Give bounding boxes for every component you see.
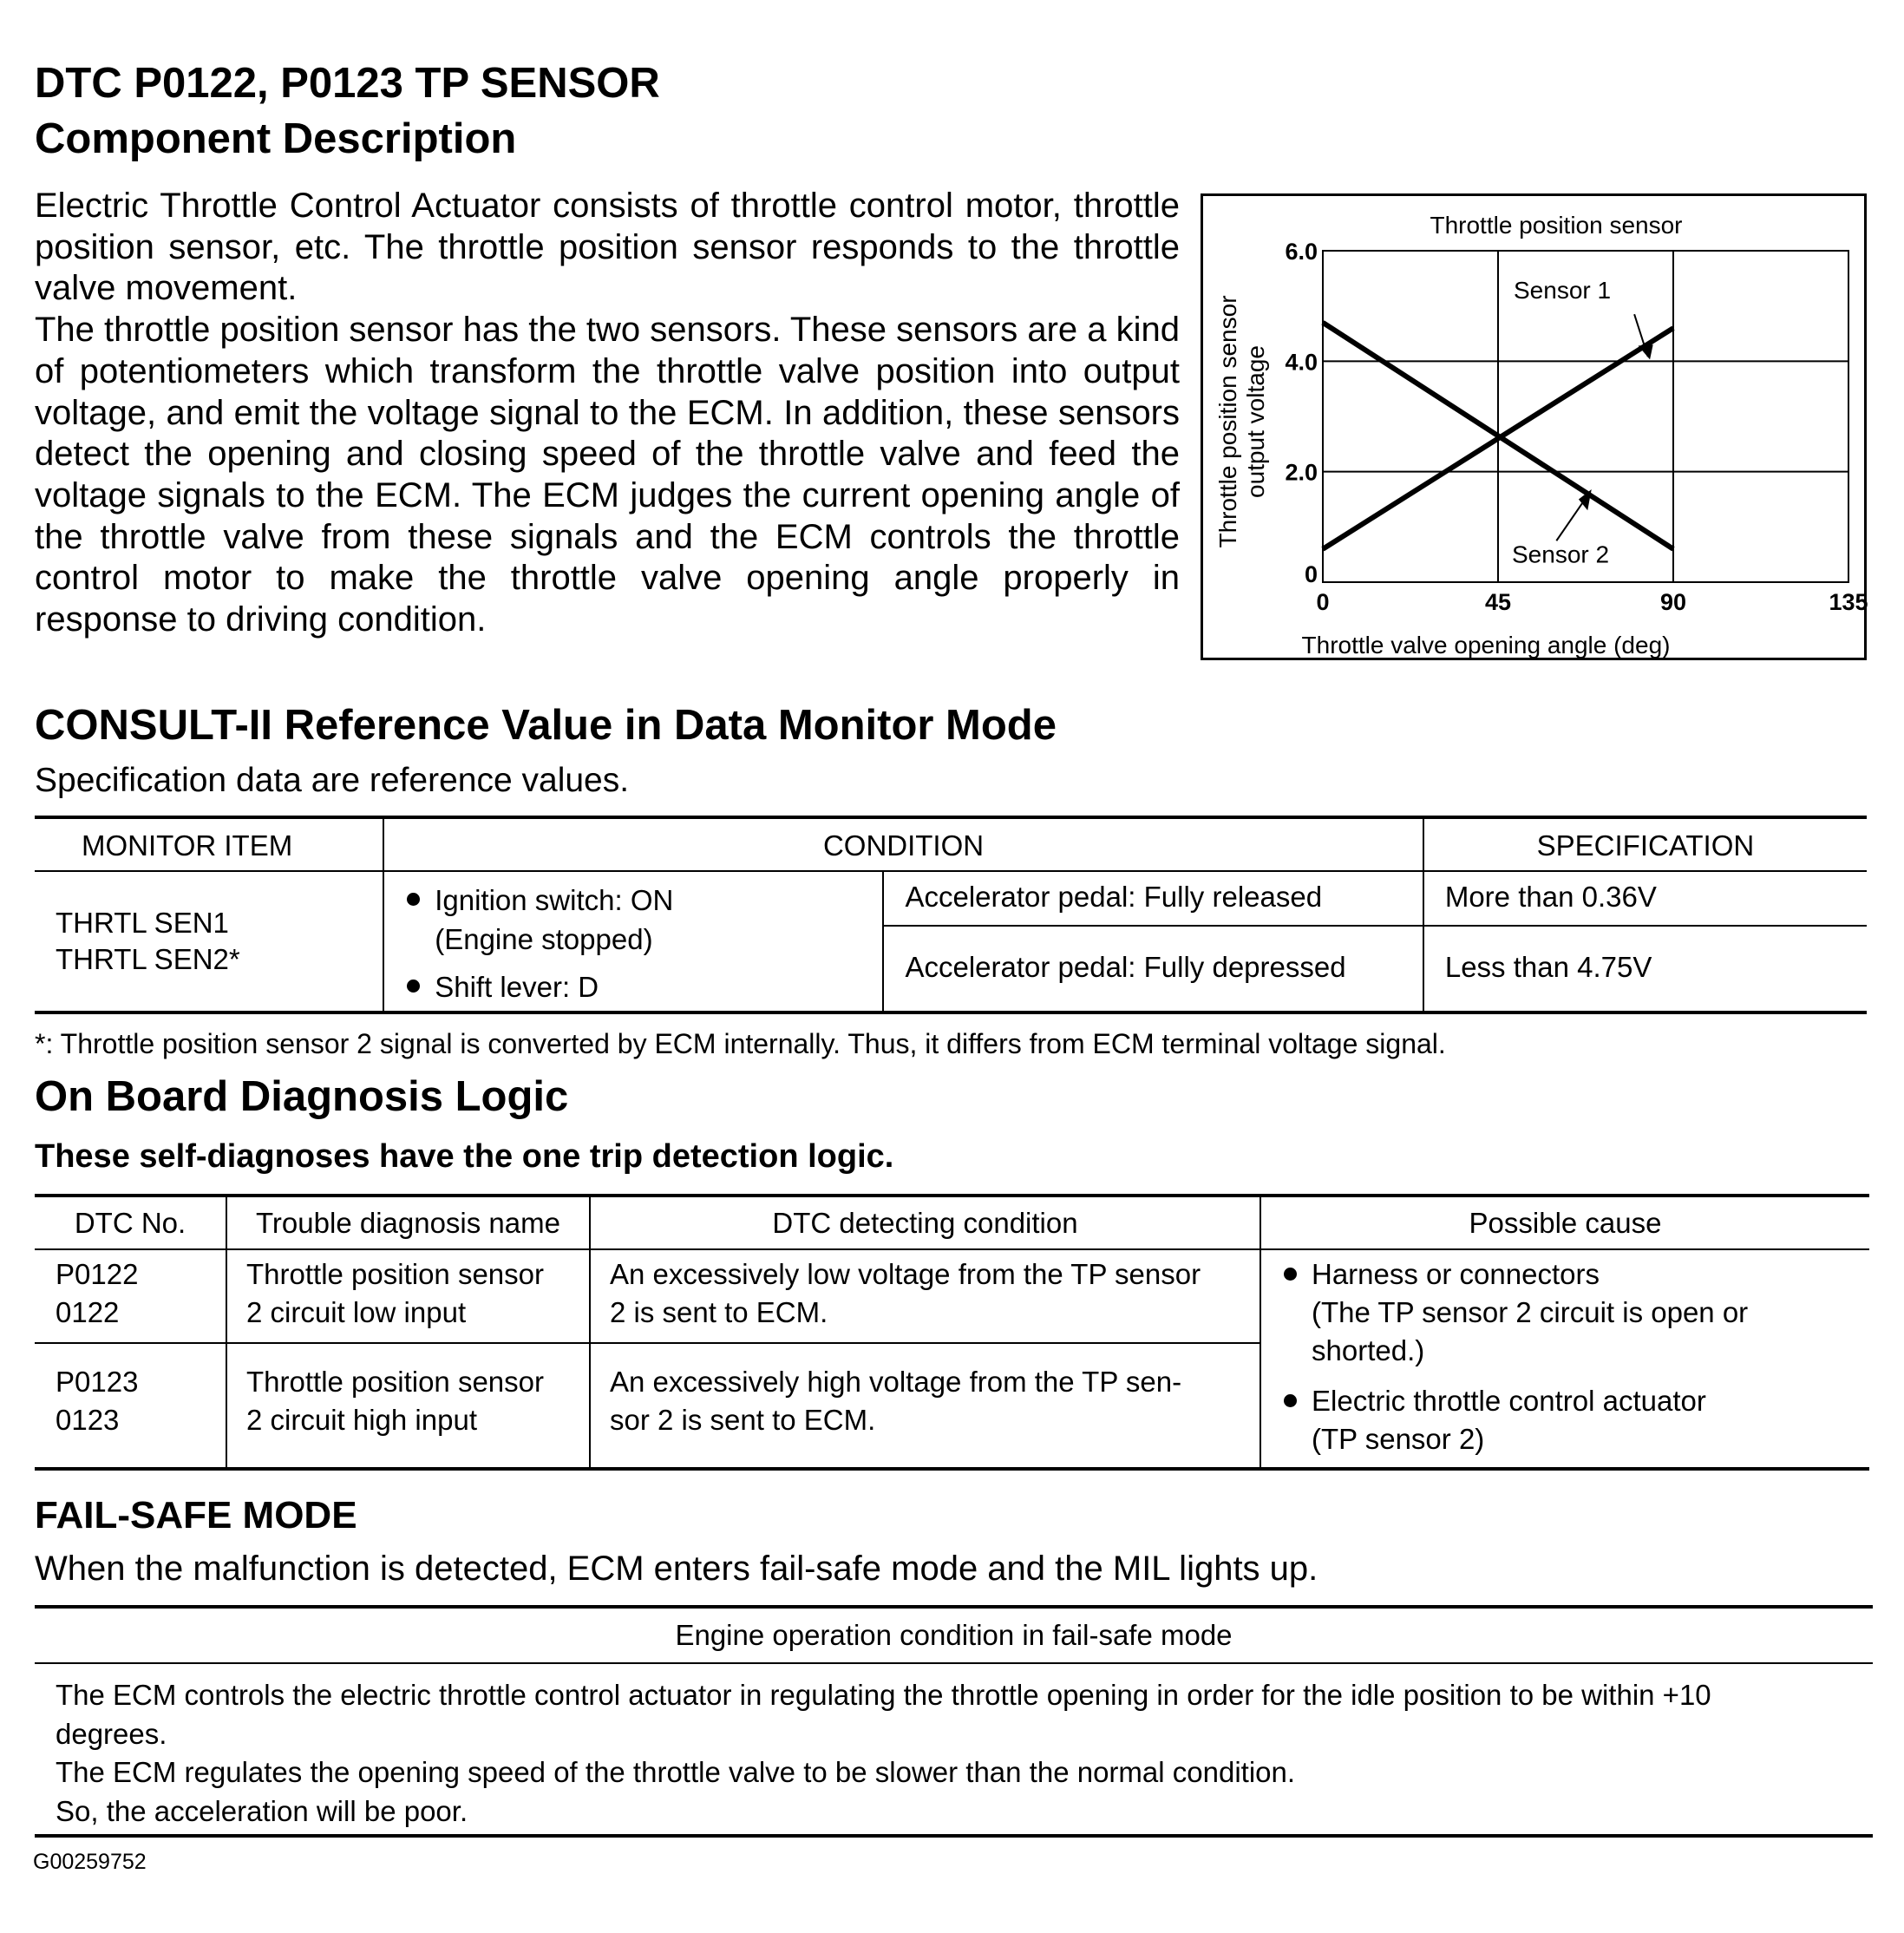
paragraph: The throttle position sensor has the two sensors. These sensors are a kind of potentiometers which transform the throttle valve position into output voltage, and emit the voltage signal to the ECM. In addition, these sensors detect the opening and closing speed of the throttle valve and feed the voltage signals to the ECM. The ECM judges the current opening angle of the throttle valve from these signals and the ECM controls the throttle control motor to make the throttle valve opening angle properly in response to driving condition. <box>35 311 1180 639</box>
condition-cell: Accelerator pedal: Fully released <box>883 871 1423 926</box>
condition-bullet: Ignition switch: ON <box>403 881 882 920</box>
y-tick-label: 6.0 <box>1285 239 1318 265</box>
header-monitor-item: MONITOR ITEM <box>82 829 293 862</box>
y-tick-label: 0 <box>1304 561 1318 587</box>
condition-detail: (Engine stopped) <box>435 923 653 955</box>
header-dtc-no: DTC No. <box>74 1207 186 1239</box>
condition-cell: Accelerator pedal: Fully depressed <box>883 926 1423 1012</box>
x-tick-label: 45 <box>1484 589 1512 615</box>
text-line: 2 circuit high input <box>246 1404 477 1436</box>
monitor-item: THRTL SEN1 <box>56 907 229 939</box>
text-line: So, the acceleration will be poor. <box>56 1794 468 1827</box>
header-detecting-condition: DTC detecting condition <box>590 1196 1260 1249</box>
monitor-item: THRTL SEN2* <box>56 943 240 975</box>
header-possible-cause: Possible cause <box>1260 1196 1869 1249</box>
figure-code: G00259752 <box>33 1850 147 1874</box>
spec-cell: Less than 4.75V <box>1423 926 1867 1012</box>
condition-bullet: Shift lever: D <box>403 967 882 1006</box>
x-tick-label: 0 <box>1316 589 1330 615</box>
tp-sensor-chart <box>1201 193 1867 660</box>
text-line: Throttle position sensor <box>246 1366 545 1398</box>
text-line: An excessively high voltage from the TP sen- <box>610 1366 1182 1398</box>
obd-table <box>35 1194 1869 1471</box>
x-tick-label: 135 <box>1829 589 1868 615</box>
text-line: An excessively low voltage from the TP sensor <box>610 1258 1201 1290</box>
series-label: Sensor 1 <box>1514 276 1612 304</box>
condition-cell <box>590 1249 1260 1343</box>
series-label: Sensor 2 <box>1512 541 1610 568</box>
diagnosis-name-cell <box>226 1249 590 1343</box>
chart-svg <box>1203 196 1868 659</box>
possible-cause-cell <box>1260 1249 1869 1469</box>
x-tick-label: 90 <box>1659 589 1687 615</box>
dtc-cell <box>35 1343 226 1469</box>
text-line: The ECM controls the electric throttle control actuator in regulating the throttle opening in order for the idle position to be within +10 <box>56 1679 1711 1711</box>
paragraph: Electric Throttle Control Actuator consists of throttle control motor, throttle position sensor, etc. The throttle position sensor responds to the throttle valve movement. <box>35 187 1180 308</box>
header-specification: SPECIFICATION <box>1423 817 1867 871</box>
diagnosis-name-cell <box>226 1343 590 1469</box>
y-tick-label: 4.0 <box>1285 349 1318 376</box>
text-line: 2 is sent to ECM. <box>610 1296 828 1328</box>
dtc-code: P0122 <box>56 1258 139 1290</box>
text-line: Throttle position sensor <box>246 1258 545 1290</box>
cause-detail: shorted.) <box>1312 1334 1425 1366</box>
text-line: The ECM regulates the opening speed of the throttle valve to be slower than the normal condition. <box>56 1756 1296 1788</box>
x-axis-label: Throttle valve opening angle (deg) <box>1301 632 1671 659</box>
header-diagnosis-name: Trouble diagnosis name <box>226 1196 590 1249</box>
section-heading-obd: On Board Diagnosis Logic <box>35 1073 569 1120</box>
consult-note: Specification data are reference values. <box>35 762 630 799</box>
cause-bullet: Electric throttle control actuator <box>1280 1382 1869 1420</box>
text-line: degrees. <box>56 1717 167 1750</box>
condition-cell <box>590 1343 1260 1469</box>
cause-bullet: Harness or connectors <box>1280 1255 1869 1294</box>
header-condition: CONDITION <box>383 817 1423 871</box>
y-axis-label: output voltage <box>1242 345 1269 498</box>
obd-subheading: These self-diagnoses have the one trip detection logic. <box>35 1138 894 1175</box>
spec-cell: More than 0.36V <box>1423 871 1867 926</box>
arrowhead-icon <box>1639 344 1653 359</box>
section-heading-component: Component Description <box>35 115 517 162</box>
chart-title: Throttle position sensor <box>1430 212 1683 239</box>
dtc-cell <box>35 1249 226 1343</box>
section-heading-failsafe: FAIL-SAFE MODE <box>35 1494 357 1537</box>
cause-detail: (TP sensor 2) <box>1312 1423 1485 1455</box>
y-tick-label: 2.0 <box>1285 459 1318 486</box>
failsafe-table-header: Engine operation condition in fail-safe mode <box>35 1609 1873 1664</box>
monitor-items <box>35 871 383 1012</box>
failsafe-table-body <box>35 1664 1873 1831</box>
dtc-code: 0123 <box>56 1404 120 1436</box>
consult-table <box>35 816 1867 1014</box>
section-heading-consult: CONSULT-II Reference Value in Data Monitor Mode <box>35 702 1057 749</box>
page-title: DTC P0122, P0123 TP SENSOR <box>35 60 660 107</box>
cause-detail: (The TP sensor 2 circuit is open or <box>1312 1296 1749 1328</box>
condition-common <box>383 871 883 1012</box>
failsafe-table <box>35 1605 1873 1838</box>
dtc-code: P0123 <box>56 1366 139 1398</box>
dtc-code: 0122 <box>56 1296 120 1328</box>
y-axis-label: Throttle position sensor <box>1214 295 1241 548</box>
text-line: 2 circuit low input <box>246 1296 467 1328</box>
consult-footnote: *: Throttle position sensor 2 signal is converted by ECM internally. Thus, it differs from ECM terminal voltage signal. <box>35 1028 1446 1059</box>
failsafe-text: When the malfunction is detected, ECM enters fail-safe mode and the MIL lights up. <box>35 1550 1318 1588</box>
text-line: sor 2 is sent to ECM. <box>610 1404 876 1436</box>
component-description <box>35 186 1180 641</box>
